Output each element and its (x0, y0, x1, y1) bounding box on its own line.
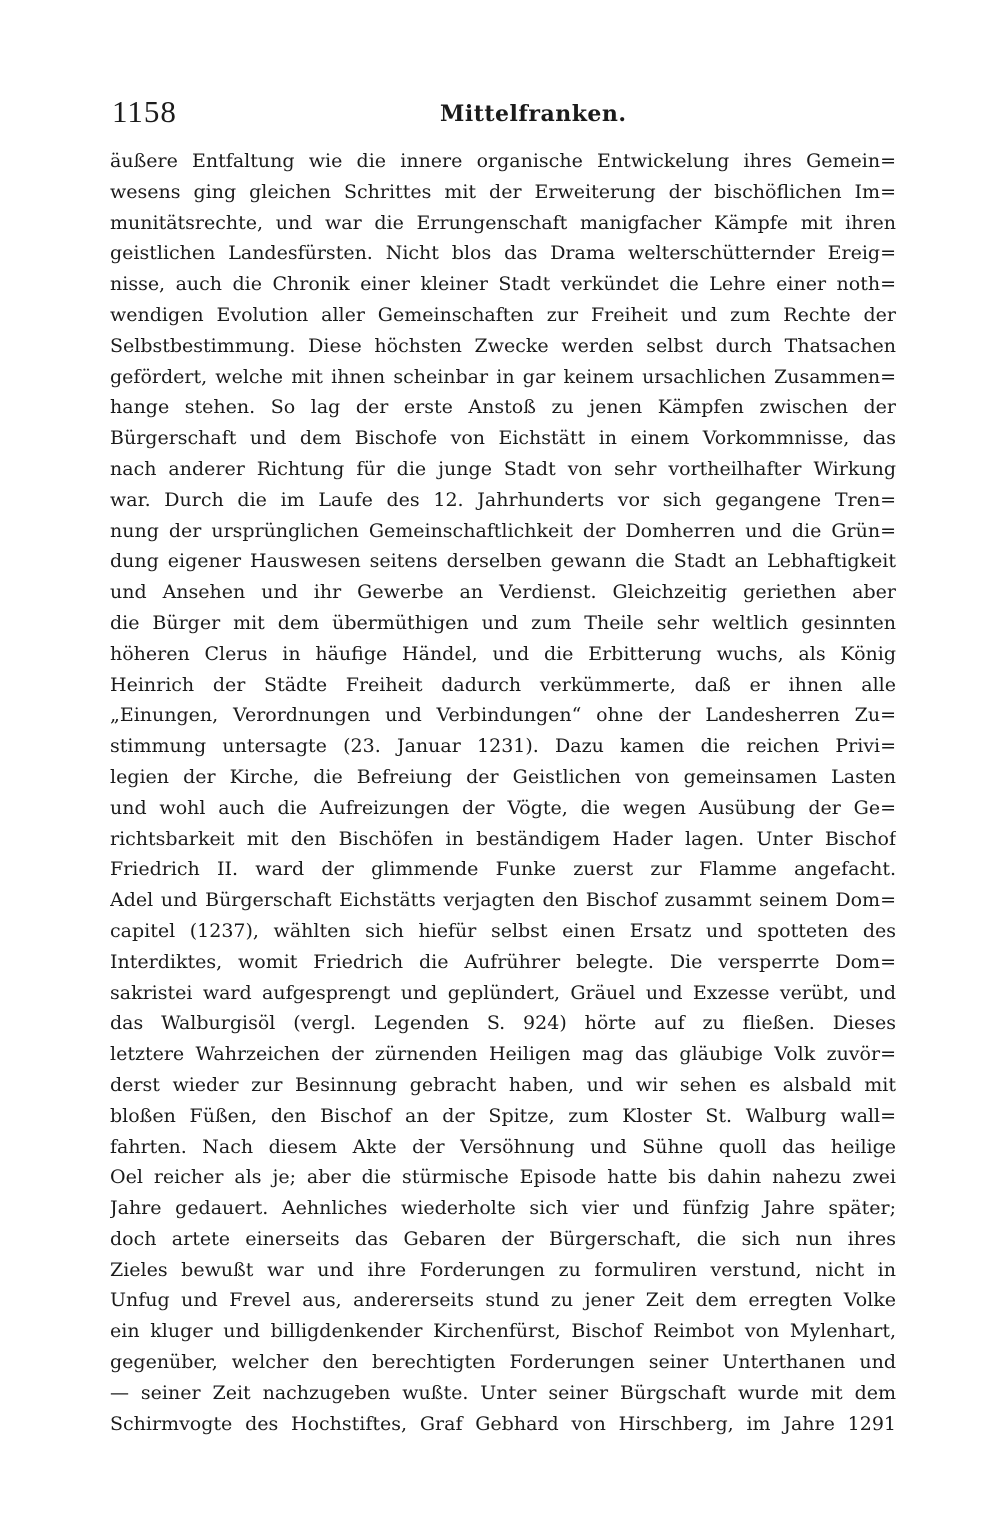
text-line: und Ansehen und ihr Gewerbe an Verdienst. Gleichzeitig geriethen aber (110, 581, 896, 604)
text-line: Heinrich der Städte Freiheit dadurch verkümmerte, daß er ihnen alle (110, 673, 896, 696)
text-line: war. Durch die im Laufe des 12. Jahrhunderts vor sich gegangene Tren= (110, 488, 896, 511)
page-number: 1158 (112, 94, 177, 129)
text-line: letztere Wahrzeichen der zürnenden Heiligen mag das gläubige Volk zuvör= (110, 1043, 896, 1066)
text-line: Zieles bewußt war und ihre Forderungen zu formuliren verstund, nicht in (110, 1258, 896, 1281)
text-line: Interdiktes, womit Friedrich die Aufrührer belegte. Die versperrte Dom= (110, 950, 896, 973)
text-line: bloßen Füßen, den Bischof an der Spitze, zum Kloster St. Walburg wall= (110, 1104, 896, 1127)
page-header (0, 92, 1000, 132)
text-line: hange stehen. So lag der erste Anstoß zu jenen Kämpfen zwischen der (110, 396, 896, 419)
text-line: legien der Kirche, die Befreiung der Geistlichen von gemeinsamen Lasten (110, 765, 896, 788)
text-line: nung der ursprünglichen Gemeinschaftlichkeit der Domherren und die Grün= (110, 519, 896, 542)
text-line: derst wieder zur Besinnung gebracht haben, und wir sehen es alsbald mit (110, 1073, 896, 1096)
text-line: nisse, auch die Chronik einer kleiner Stadt verkündet die Lehre einer noth= (110, 273, 896, 296)
text-line: gegenüber, welcher den berechtigten Forderungen seiner Unterthanen und (110, 1351, 896, 1374)
text-line: Selbstbestimmung. Diese höchsten Zwecke werden selbst durch Thatsachen (110, 334, 896, 357)
text-line: die Bürger mit dem übermüthigen und zum Theile sehr weltlich gesinnten (110, 611, 896, 634)
text-line: „Einungen, Verordnungen und Verbindungen“ ohne der Landesherren Zu= (110, 704, 896, 727)
text-line: Bürgerschaft und dem Bischofe von Eichstätt in einem Vorkommnisse, das (110, 427, 896, 450)
text-line: Adel und Bürgerschaft Eichstätts verjagten den Bischof zusammt seinem Dom= (110, 889, 896, 912)
running-title: Mittelfranken. (440, 101, 627, 127)
text-line: wesens ging gleichen Schrittes mit der Erweiterung der bischöflichen Im= (110, 180, 896, 203)
text-line: geistlichen Landesfürsten. Nicht blos das Drama welterschütternder Ereig= (110, 242, 896, 265)
text-line: Oel reicher als je; aber die stürmische Episode hatte bis dahin nahezu zwei (110, 1166, 896, 1189)
text-line: munitätsrechte, und war die Errungenschaft manigfacher Kämpfe mit ihren (110, 211, 896, 234)
text-line: doch artete einerseits das Gebaren der Bürgerschaft, die sich nun ihres (110, 1227, 896, 1250)
text-line: äußere Entfaltung wie die innere organische Entwickelung ihres Gemein= (110, 150, 896, 172)
text-line: fahrten. Nach diesem Akte der Versöhnung und Sühne quoll das heilige (110, 1135, 896, 1158)
text-line: Unfug und Frevel aus, andererseits stund zu jener Zeit dem erregten Volke (110, 1289, 896, 1312)
text-line: capitel (1237), wählten sich hiefür selbst einen Ersatz und spotteten des (110, 919, 896, 942)
text-line: Jahre gedauert. Aehnliches wiederholte sich vier und fünfzig Jahre später; (110, 1197, 896, 1220)
text-line: — seiner Zeit nachzugeben wußte. Unter seiner Bürgschaft wurde mit dem (110, 1381, 896, 1404)
text-line: stimmung untersagte (23. Januar 1231). Dazu kamen die reichen Privi= (110, 735, 896, 758)
text-line: gefördert, welche mit ihnen scheinbar in gar keinem ursachlichen Zusammen= (110, 365, 896, 388)
text-line: und wohl auch die Aufreizungen der Vögte, die wegen Ausübung der Ge= (110, 796, 896, 819)
text-line: sakristei ward aufgesprengt und geplündert, Gräuel und Exzesse verübt, und (110, 981, 896, 1004)
text-line: dung eigener Hauswesen seitens derselben gewann die Stadt an Lebhaftigkeit (110, 550, 896, 573)
text-line: richtsbarkeit mit den Bischöfen in beständigem Hader lagen. Unter Bischof (110, 827, 896, 850)
text-line: das Walburgisöl (vergl. Legenden S. 924) hörte auf zu fließen. Dieses (110, 1012, 896, 1035)
text-line: wendigen Evolution aller Gemeinschaften zur Freiheit und zum Rechte der (110, 303, 896, 326)
text-line: Friedrich II. ward der glimmende Funke zuerst zur Flamme angefacht. (110, 858, 896, 881)
text-line: nach anderer Richtung für die junge Stadt von sehr vortheilhafter Wirkung (110, 457, 896, 480)
body-text (110, 146, 896, 1439)
text-line: Schirmvogte des Hochstiftes, Graf Gebhard von Hirschberg, im Jahre 1291 (110, 1412, 896, 1435)
text-line: höheren Clerus in häufige Händel, und die Erbitterung wuchs, als König (110, 642, 896, 665)
text-line: ein kluger und billigdenkender Kirchenfürst, Bischof Reimbot von Mylenhart, (110, 1320, 896, 1343)
